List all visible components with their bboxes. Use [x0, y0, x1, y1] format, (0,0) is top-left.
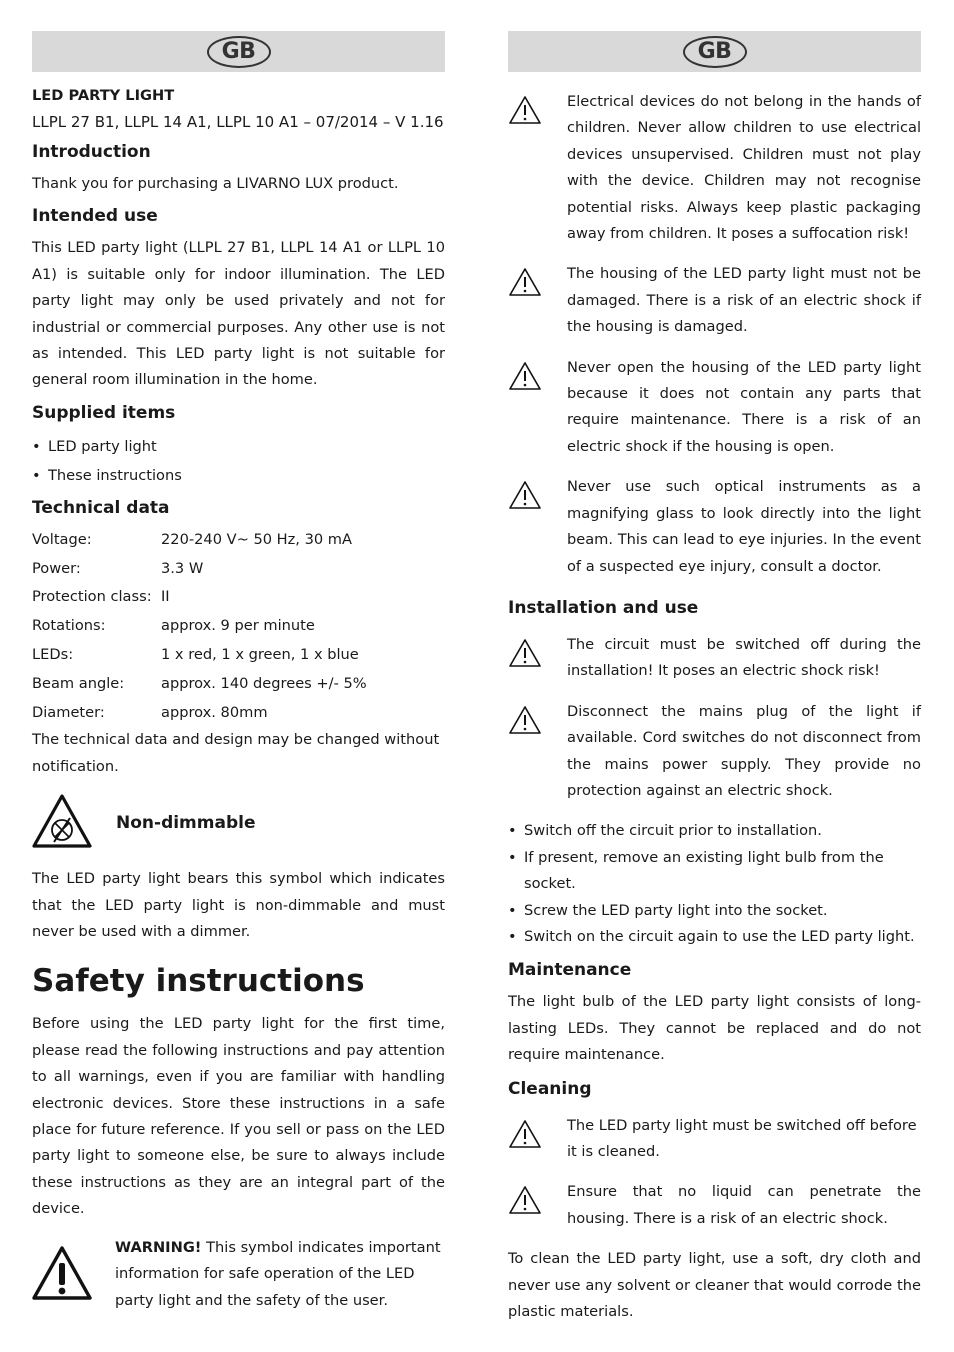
- cleaning-heading: Cleaning: [508, 1078, 592, 1099]
- list-item: • If present, remove an existing light bulb from the socket.: [508, 845, 921, 898]
- list-item: • LED party light: [32, 432, 445, 461]
- row-value: approx. 140 degrees +/- 5%: [161, 674, 367, 692]
- warning-triangle-icon: [508, 361, 542, 395]
- warning-item: [508, 1179, 921, 1232]
- model-line: LLPL 27 B1, LLPL 14 A1, LLPL 10 A1 – 07/2014 – V 1.16: [32, 113, 444, 131]
- row-value: approx. 9 per minute: [161, 617, 315, 635]
- warning-text: Electrical devices do not belong in the hands of children. Never allow children to use electrical devices unsupervised. Children must not play with the device. Children may not recognise potential risks. Always keep plastic packaging away from children. It poses a suffocation risk!: [567, 93, 921, 243]
- warning-description: This symbol indicates important information for safe operation of the LED party light and the safety of the user.: [115, 1238, 441, 1309]
- warning-text: The housing of the LED party light must not be damaged. There is a risk of an electric shock if the housing is damaged.: [567, 265, 921, 336]
- row-label: Beam angle:: [32, 674, 125, 692]
- table-row: [32, 670, 445, 699]
- warning-item: [508, 699, 921, 805]
- row-label: LEDs:: [32, 646, 74, 664]
- warning-item: [508, 1113, 921, 1166]
- row-value: 1 x red, 1 x green, 1 x blue: [161, 646, 359, 664]
- list-item: • These instructions: [32, 461, 445, 490]
- warning-triangle-icon: [508, 705, 542, 739]
- maintenance-text: The light bulb of the LED party light consists of long-lasting LEDs. They cannot be replaced and do not require maintenance.: [508, 993, 921, 1064]
- warning-item: [508, 355, 921, 461]
- introduction-text: Thank you for purchasing a LIVARNO LUX product.: [32, 175, 399, 192]
- row-value: 220-240 V~ 50 Hz, 30 mA: [161, 530, 352, 548]
- right-column: [508, 31, 921, 1325]
- intended-use-text: This LED party light (LLPL 27 B1, LLPL 14 A1 or LLPL 10 A1) is suitable only for indoor illumination. The LED party light may only be used privately and not for industrial or commercial purposes. Any other use is not as intended. This LED party light is not suitable for general room illumination in the home.: [32, 239, 445, 389]
- technical-data-table: [32, 526, 445, 728]
- gb-badge: GB: [207, 36, 271, 68]
- warning-text: Never open the housing of the LED party light because it does not contain any parts that require maintenance. There is a risk of an electric shock if the housing is open.: [567, 358, 921, 455]
- non-dimmable-block: [32, 794, 445, 852]
- warning-definition-block: [32, 1235, 445, 1314]
- safety-instructions-title: Safety instructions: [32, 963, 365, 1000]
- warning-triangle-icon: [508, 638, 542, 672]
- row-value: 3.3 W: [161, 559, 204, 577]
- introduction-heading: Introduction: [32, 142, 151, 162]
- cleaning-text: To clean the LED party light, use a soft, dry cloth and never use any solvent or cleaner that would corrode the plastic materials.: [508, 1250, 921, 1321]
- table-row: [32, 641, 445, 670]
- non-dimmable-heading: Non-dimmable: [116, 813, 256, 834]
- maintenance-heading: Maintenance: [508, 960, 632, 981]
- technical-data-note: The technical data and design may be changed without notification.: [32, 731, 440, 775]
- list-item: • Screw the LED party light into the socket.: [508, 898, 921, 924]
- warning-triangle-icon: [508, 267, 542, 301]
- list-item: • Switch on the circuit again to use the LED party light.: [508, 924, 921, 950]
- warning-text: Disconnect the mains plug of the light if available. Cord switches do not disconnect from the mains power supply. They provide no protection against an electric shock.: [567, 702, 921, 799]
- table-row: [32, 583, 445, 612]
- language-header-bar: [32, 31, 445, 72]
- technical-data-heading: Technical data: [32, 497, 170, 518]
- warning-item: [508, 261, 921, 340]
- list-item: • Switch off the circuit prior to installation.: [508, 818, 921, 844]
- warning-text: The LED party light must be switched off before it is cleaned.: [567, 1116, 917, 1160]
- installation-steps-list: [508, 818, 921, 950]
- row-label: Diameter:: [32, 703, 105, 721]
- intended-use-heading: Intended use: [32, 206, 158, 227]
- warning-text: Never use such optical instruments as a magnifying glass to look directly into the light beam. This can lead to eye injuries. In the event of a suspected eye injury, consult a doctor.: [567, 478, 921, 575]
- row-label: Rotations:: [32, 617, 106, 635]
- table-row: [32, 612, 445, 641]
- warning-triangle-icon: [508, 1185, 542, 1219]
- warning-definition-text: [115, 1235, 445, 1314]
- table-row: [32, 699, 445, 728]
- warning-triangle-icon: [508, 480, 542, 514]
- row-value: II: [161, 588, 170, 606]
- warning-item: [508, 89, 921, 247]
- row-label: Protection class:: [32, 588, 152, 606]
- safety-intro-text: Before using the LED party light for the first time, please read the following instructions and pay attention to all warnings, even if you are familiar with handling electronic devices. Store these instructions in a safe place for future reference. If you sell or pass on the LED party light to someone else, be sure to always include these instructions as they are an integral part of the device.: [32, 1015, 445, 1218]
- installation-heading: Installation and use: [508, 597, 699, 618]
- warning-item: [508, 474, 921, 580]
- non-dimmable-symbol-icon: [32, 794, 92, 852]
- warning-exclamation-icon: [32, 1245, 92, 1305]
- non-dimmable-text: The LED party light bears this symbol which indicates that the LED party light is non-dimmable and must never be used with a dimmer.: [32, 870, 445, 941]
- warning-item: [508, 632, 921, 685]
- row-value: approx. 80mm: [161, 703, 268, 721]
- table-row: [32, 555, 445, 584]
- left-column: [32, 31, 445, 1314]
- supplied-items-heading: Supplied items: [32, 402, 176, 423]
- row-label: Power:: [32, 559, 81, 577]
- warning-text: The circuit must be switched off during the installation! It poses an electric shock risk!: [567, 635, 921, 680]
- language-header-bar: [508, 31, 921, 72]
- gb-badge: GB: [683, 36, 747, 68]
- row-label: Voltage:: [32, 530, 92, 548]
- warning-label: WARNING!: [115, 1238, 202, 1256]
- warning-triangle-icon: [508, 95, 542, 129]
- product-title: LED PARTY LIGHT: [32, 87, 175, 104]
- table-row: [32, 526, 445, 555]
- warning-triangle-icon: [508, 1119, 542, 1153]
- warning-text: Ensure that no liquid can penetrate the housing. There is a risk of an electric shock.: [567, 1183, 921, 1227]
